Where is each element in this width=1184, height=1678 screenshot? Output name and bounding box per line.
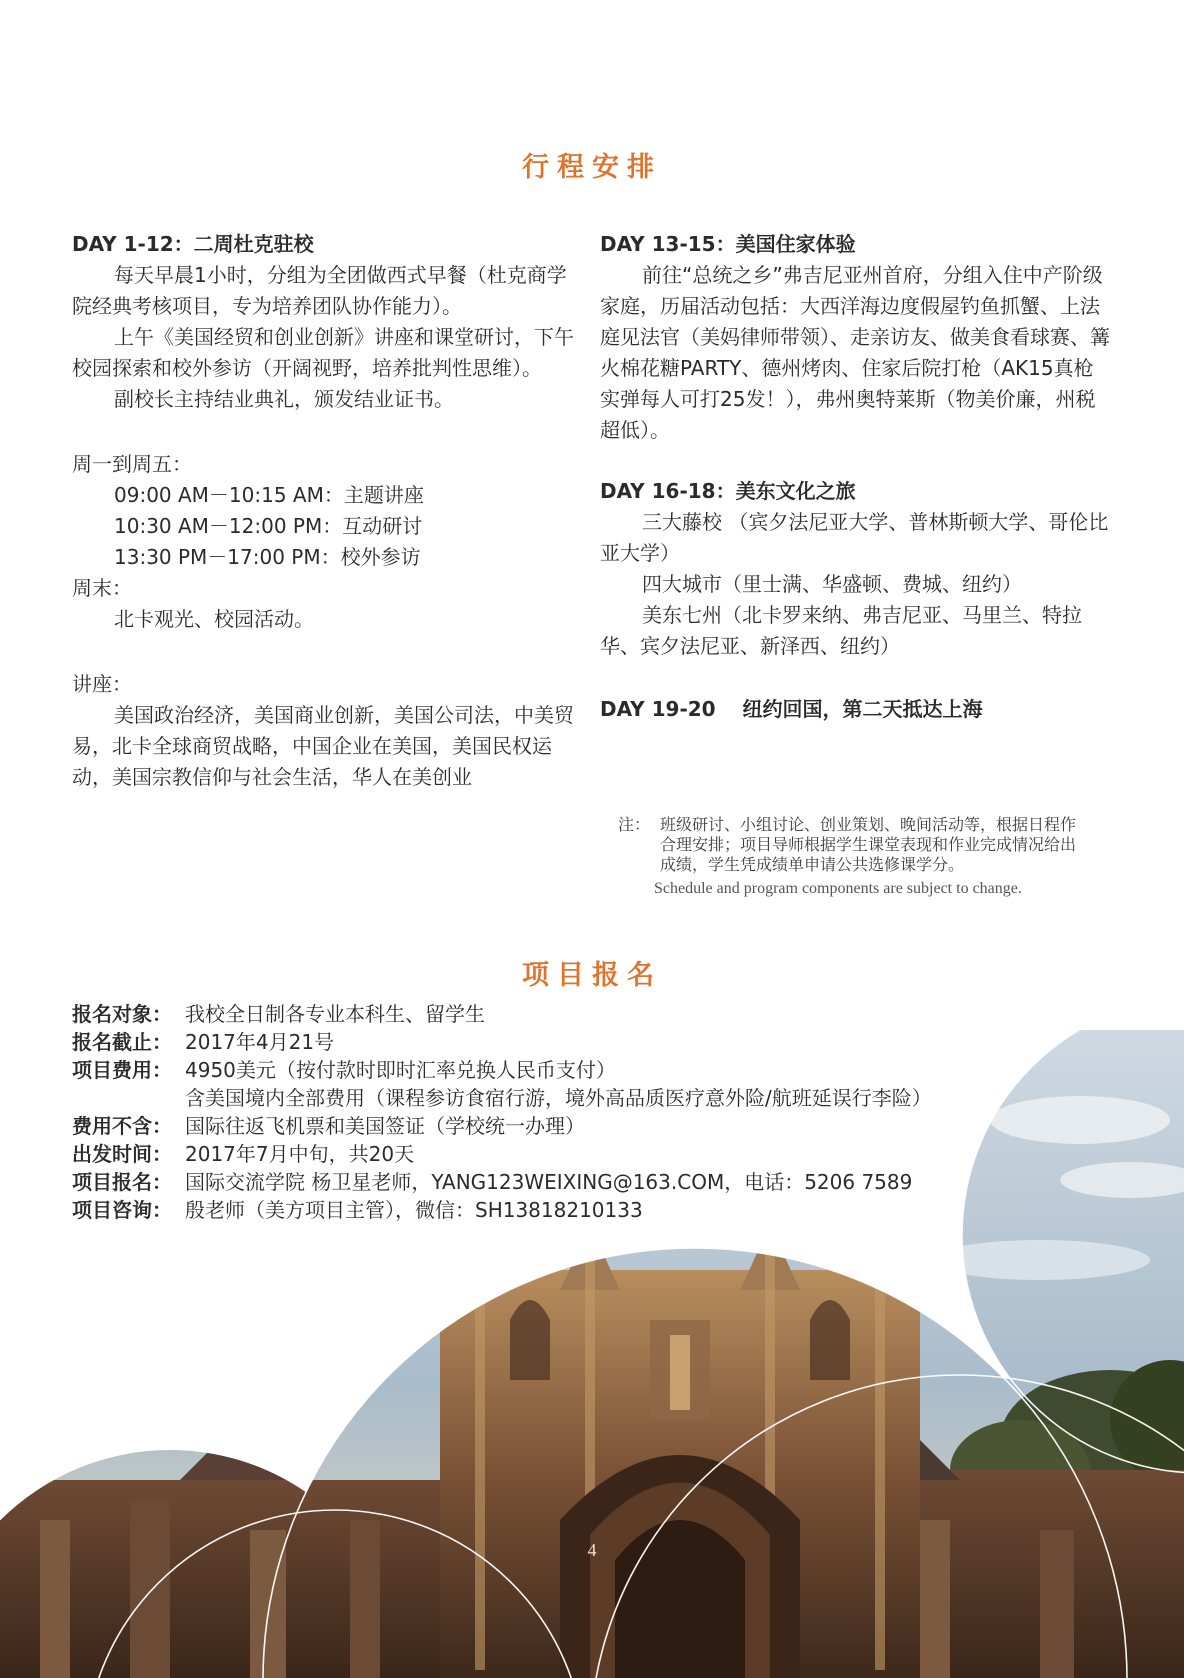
fee-value-detail: 含美国境内全部费用（课程参访食宿行游，境外高品质医疗意外险/航班延误行李险） [185,1086,932,1110]
target-value: 我校全日制各专业本科生、留学生 [185,1002,485,1026]
registration-title: 项目报名 [522,960,662,991]
note-label: 注： [618,815,651,834]
lecture-label: 讲座： [72,672,132,696]
weekend-label: 周末： [72,576,132,600]
weekday-label: 周一到周五： [72,452,192,476]
day-16-18-header: DAY 16-18：美东文化之旅 [600,479,856,503]
fee-label: 项目费用： [72,1058,172,1082]
consult-label: 项目咨询： [72,1198,172,1222]
weekend-text: 北卡观光、校园活动。 [114,607,314,631]
target-label: 报名对象： [72,1002,172,1026]
seven-states-item: 美东七州（北卡罗来纳、弗吉尼亚、马里兰、特拉华、宾夕法尼亚、新泽西、纽约） [600,603,1082,658]
day-1-12-breakfast: 每天早晨1小时，分组为全团做西式早餐（杜克商学院经典考核项目，专为培养团队协作能力）。 [72,263,567,318]
day-1-12-ceremony: 副校长主持结业典礼，颁发结业证书。 [114,387,454,411]
apply-label: 项目报名： [72,1170,172,1194]
schedule-item: 13:30 PM－17:00 PM：校外参访 [114,545,421,569]
schedule-item: 10:30 AM－12:00 PM：互动研讨 [114,514,423,538]
apply-value: 国际交流学院 杨卫星老师，YANG123WEIXING@163.COM，电话：5206 7589 [185,1170,913,1194]
day-13-15-header: DAY 13-15：美国住家体验 [600,232,856,256]
fee-value: 4950美元（按付款时即时汇率兑换人民币支付） [185,1058,616,1082]
day-1-12-lectures: 上午《美国经贸和创业创新》讲座和课堂研讨，下午校园探索和校外参访（开阔视野，培养批判性思维）。 [72,325,574,380]
deadline-label: 报名截止： [72,1030,172,1054]
departure-label: 出发时间： [72,1142,172,1166]
note-english: Schedule and program components are subject to change. [654,880,1022,897]
note-text: 班级研讨、小组讨论、创业策划、晚间活动等，根据日程作合理安排；项目导师根据学生课堂表现和作业完成情况给出成绩，学生凭成绩单申请公共选修课学分。 [660,815,1077,874]
excluded-value: 国际往返飞机票和美国签证（学校统一办理） [185,1114,585,1138]
chapel-photo [0,1030,1184,1678]
departure-value: 2017年7月中旬，共20天 [185,1142,415,1166]
excluded-label: 费用不含： [72,1114,172,1138]
consult-value: 殷老师（美方项目主管），微信：SH13818210133 [185,1198,643,1222]
deadline-value: 2017年4月21号 [185,1030,335,1054]
schedule-item: 09:00 AM－10:15 AM：主题讲座 [114,483,424,507]
four-cities-item: 四大城市（里士满、华盛顿、费城、纽约） [642,572,1022,596]
page-number: 4 [587,1540,597,1560]
itinerary-title: 行程安排 [522,152,662,183]
lecture-text: 美国政治经济，美国商业创新，美国公司法，中美贸易，北卡全球商贸战略，中国企业在美国，美国民权运动，美国宗教信仰与社会生活，华人在美创业 [72,703,574,789]
day-13-15-text: 前往“总统之乡”弗吉尼亚州首府，分组入住中产阶级家庭，历届活动包括：大西洋海边度假屋钓鱼抓蟹、上法庭见法官（美妈律师带领）、走亲访友、做美食看球赛、篝火棉花糖PARTY、德州烤肉、住家后院打枪（AK15真枪实弹每人可打25发！），弗州奥特莱斯（物美价廉，州税超低）。 [600,263,1110,442]
ivy-league-item: 三大藤校 （宾夕法尼亚大学、普林斯顿大学、哥伦比亚大学） [600,510,1109,565]
day-19-20-header: DAY 19-20 纽约回国，第二天抵达上海 [600,697,983,721]
day-1-12-header: DAY 1-12：二周杜克驻校 [72,232,314,256]
